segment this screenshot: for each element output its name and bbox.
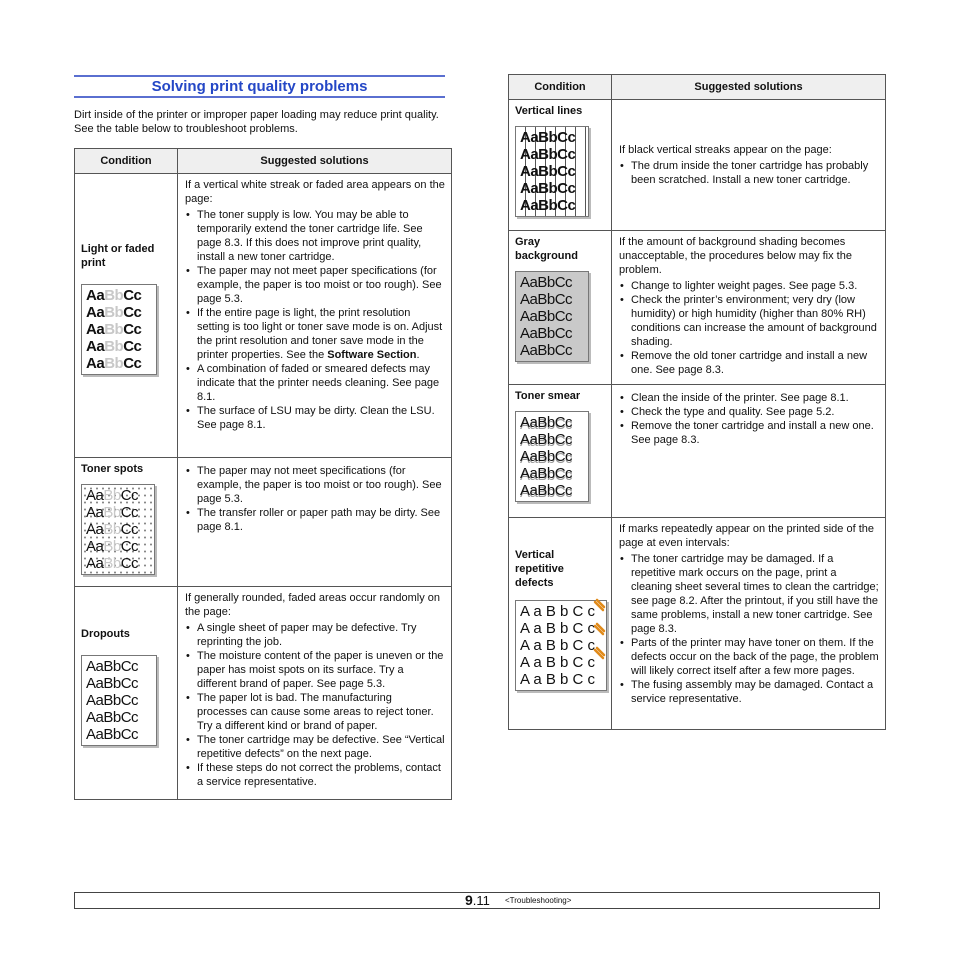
- solution-cell: [612, 100, 886, 231]
- row-vertical-lines: [509, 100, 886, 231]
- solution-intro: If generally rounded, faded areas occur randomly on the page:: [185, 592, 440, 618]
- solution-item: • Remove the old toner cartridge and install a new one. See page 8.3.: [631, 349, 879, 377]
- page-number: 9.11: [465, 892, 490, 908]
- condition-label: Vertical repetitive defects: [515, 549, 564, 589]
- page-title: Solving print quality problems: [151, 78, 368, 95]
- sample-line: AaBbCc: [520, 431, 573, 448]
- solution-list: [619, 391, 879, 447]
- solution-item: • Check the printer’s environment; very dry (low humidity) or high humidity (higher than 80% RH) conditions can increase the amount of background shading.: [631, 293, 879, 349]
- solution-intro: If the amount of background shading becomes unacceptable, the procedures below may fix the problem.: [619, 236, 852, 276]
- sample-line: AaBbCc: [520, 274, 573, 291]
- header-condition: Condition: [75, 149, 178, 174]
- sample-line: AaBbCc: [86, 287, 142, 304]
- sample-line: AaBbCc: [520, 163, 576, 180]
- sample-line: A a B b C c: [520, 620, 596, 637]
- solution-item: • Change to lighter weight pages. See page 5.3.: [631, 279, 879, 293]
- solution-item: • The drum inside the toner cartridge has probably been scratched. Install a new toner cartridge.: [631, 159, 879, 187]
- row-light-faded: [75, 174, 452, 458]
- solution-cell: [178, 587, 452, 800]
- condition-cell: [75, 458, 178, 587]
- condition-cell: [509, 385, 612, 518]
- sample-line: AaBbCc: [520, 414, 573, 431]
- solution-item: • The transfer roller or paper path may be dirty. See page 8.1.: [197, 506, 445, 534]
- row-dropouts: [75, 587, 452, 800]
- sample-line: AaBbCc: [520, 129, 576, 146]
- solution-item: • Check the type and quality. See page 5.2.: [631, 405, 879, 419]
- condition-label: Light or faded print: [81, 243, 155, 269]
- sample-line: AaBbCc: [86, 538, 139, 555]
- sample-line: AaBbCc: [86, 504, 139, 521]
- row-gray-background: [509, 231, 886, 385]
- sample-line: AaBbCc: [86, 692, 139, 709]
- header-solutions: Suggested solutions: [178, 149, 452, 174]
- solution-list: [185, 208, 445, 432]
- toner-smear-sample-image: [515, 411, 589, 502]
- solution-item: • The paper lot is bad. The manufacturing processes can cause some areas to reject toner. Try a different kind or brand of paper.: [197, 691, 445, 733]
- defect-marks-icon: [593, 598, 607, 668]
- sample-line: AaBbCc: [520, 482, 573, 499]
- solution-item: • If these steps do not correct the problems, contact a service representative.: [197, 761, 445, 789]
- condition-label: Dropouts: [81, 628, 130, 640]
- sample-line: A a B b C c: [520, 654, 596, 671]
- row-toner-smear: [509, 385, 886, 518]
- solution-list: [185, 621, 445, 789]
- sample-line: AaBbCc: [86, 338, 142, 355]
- solution-item: • A combination of faded or smeared defects may indicate that the printer needs cleaning. See page 8.1.: [197, 362, 445, 404]
- right-troubleshooting-table: [508, 74, 886, 730]
- row-vertical-repetitive-defects: [509, 518, 886, 730]
- sample-line: AaBbCc: [520, 146, 576, 163]
- solution-cell: [612, 231, 886, 385]
- section-name: <Troubleshooting>: [505, 896, 572, 905]
- sample-line: A a B b C c: [520, 671, 596, 688]
- vertical-lines-sample-image: [515, 126, 589, 217]
- page-footer: [74, 892, 880, 909]
- sample-line: AaBbCc: [86, 658, 139, 675]
- solution-item: • The surface of LSU may be dirty. Clean the LSU. See page 8.1.: [197, 404, 445, 432]
- solution-item: • The toner cartridge may be defective. See “Vertical repetitive defects” on the next page.: [197, 733, 445, 761]
- sample-line: AaBbCc: [520, 197, 576, 214]
- condition-label: Toner spots: [81, 463, 144, 475]
- dropouts-sample-image: [81, 655, 157, 746]
- solution-item: • Clean the inside of the printer. See page 8.1.: [631, 391, 879, 405]
- sample-line: A a B b C c: [520, 603, 596, 620]
- solution-item: • The fusing assembly may be damaged. Contact a service representative.: [631, 678, 879, 706]
- condition-cell: [75, 587, 178, 800]
- solution-intro: If a vertical white streak or faded area appears on the page:: [185, 179, 445, 205]
- solution-cell: [612, 518, 886, 730]
- sample-line: AaBbCc: [86, 675, 139, 692]
- condition-cell: [509, 518, 612, 730]
- solution-item: • Parts of the printer may have toner on them. If the defects occur on the back of the page, the problem will likely correct itself after a few more pages.: [631, 636, 879, 678]
- sample-line: AaBbCc: [86, 521, 139, 538]
- solution-cell: [612, 385, 886, 518]
- row-toner-spots: [75, 458, 452, 587]
- solution-intro: If marks repeatedly appear on the printed side of the page at even intervals:: [619, 523, 874, 549]
- solution-item: • Remove the toner cartridge and install a new one. See page 8.3.: [631, 419, 879, 447]
- solution-intro: If black vertical streaks appear on the page:: [619, 144, 832, 156]
- condition-label: Toner smear: [515, 390, 581, 402]
- solution-cell: [178, 174, 452, 458]
- sample-line: AaBbCc: [86, 555, 139, 572]
- solution-item: • A single sheet of paper may be defective. Try reprinting the job.: [197, 621, 445, 649]
- sample-line: A a B b C c: [520, 637, 596, 654]
- left-table-header: [75, 149, 452, 174]
- sample-line: AaBbCc: [520, 325, 573, 342]
- solution-cell: [178, 458, 452, 587]
- sample-line: AaBbCc: [520, 180, 576, 197]
- solution-item: • The paper may not meet paper specifications (for example, the paper is too moist or too rough). See page 5.3.: [197, 264, 445, 306]
- solution-list: [619, 552, 879, 706]
- sample-line: AaBbCc: [520, 291, 573, 308]
- solution-list: [185, 464, 445, 534]
- solution-list: [619, 159, 879, 187]
- condition-label: Vertical lines: [515, 105, 583, 117]
- header-condition: Condition: [509, 75, 612, 100]
- right-table-header: [509, 75, 886, 100]
- condition-label: Gray background: [515, 236, 578, 262]
- sample-line: AaBbCc: [520, 342, 573, 359]
- section-title-bar: [74, 75, 445, 98]
- condition-cell: [509, 100, 612, 231]
- sample-line: AaBbCc: [86, 726, 139, 743]
- gray-background-sample-image: [515, 271, 589, 362]
- solution-item: • If the entire page is light, the print resolution setting is too light or toner save mode is on. Adjust the print resolution and toner save mode in the printer properties. See the Software Section.: [197, 306, 445, 362]
- solution-list: [619, 279, 879, 377]
- solution-item: • The toner cartridge may be damaged. If a repetitive mark occurs on the page, print a cleaning sheet several times to clean the cartridge; see page 8.2. After the printout, if you still have the same problems, install a new toner cartridge. See page 8.3.: [631, 552, 879, 636]
- sample-line: AaBbCc: [86, 321, 142, 338]
- sample-line: AaBbCc: [86, 355, 142, 372]
- sample-line: AaBbCc: [86, 709, 139, 726]
- condition-cell: [509, 231, 612, 385]
- solution-item: • The paper may not meet specifications (for example, the paper is too moist or too rough). See page 5.3.: [197, 464, 445, 506]
- left-troubleshooting-table: [74, 148, 452, 800]
- sample-line: AaBbCc: [520, 448, 573, 465]
- solution-item: • The toner supply is low. You may be able to temporarily extend the toner cartridge life. See page 8.3. If this does not improve print quality, install a new toner cartridge.: [197, 208, 445, 264]
- sample-line: AaBbCc: [520, 465, 573, 482]
- sample-line: AaBbCc: [86, 304, 142, 321]
- light-print-sample-image: [81, 284, 157, 375]
- header-solutions: Suggested solutions: [612, 75, 886, 100]
- sample-line: AaBbCc: [520, 308, 573, 325]
- toner-spots-sample-image: [81, 484, 155, 575]
- sample-line: AaBbCc: [86, 487, 139, 504]
- intro-paragraph: Dirt inside of the printer or improper paper loading may reduce print quality. See the table below to troubleshoot problems.: [74, 109, 439, 135]
- condition-cell: [75, 174, 178, 458]
- solution-item: • The moisture content of the paper is uneven or the paper has moist spots on its surface. Try a different brand of paper. See page 5.3.: [197, 649, 445, 691]
